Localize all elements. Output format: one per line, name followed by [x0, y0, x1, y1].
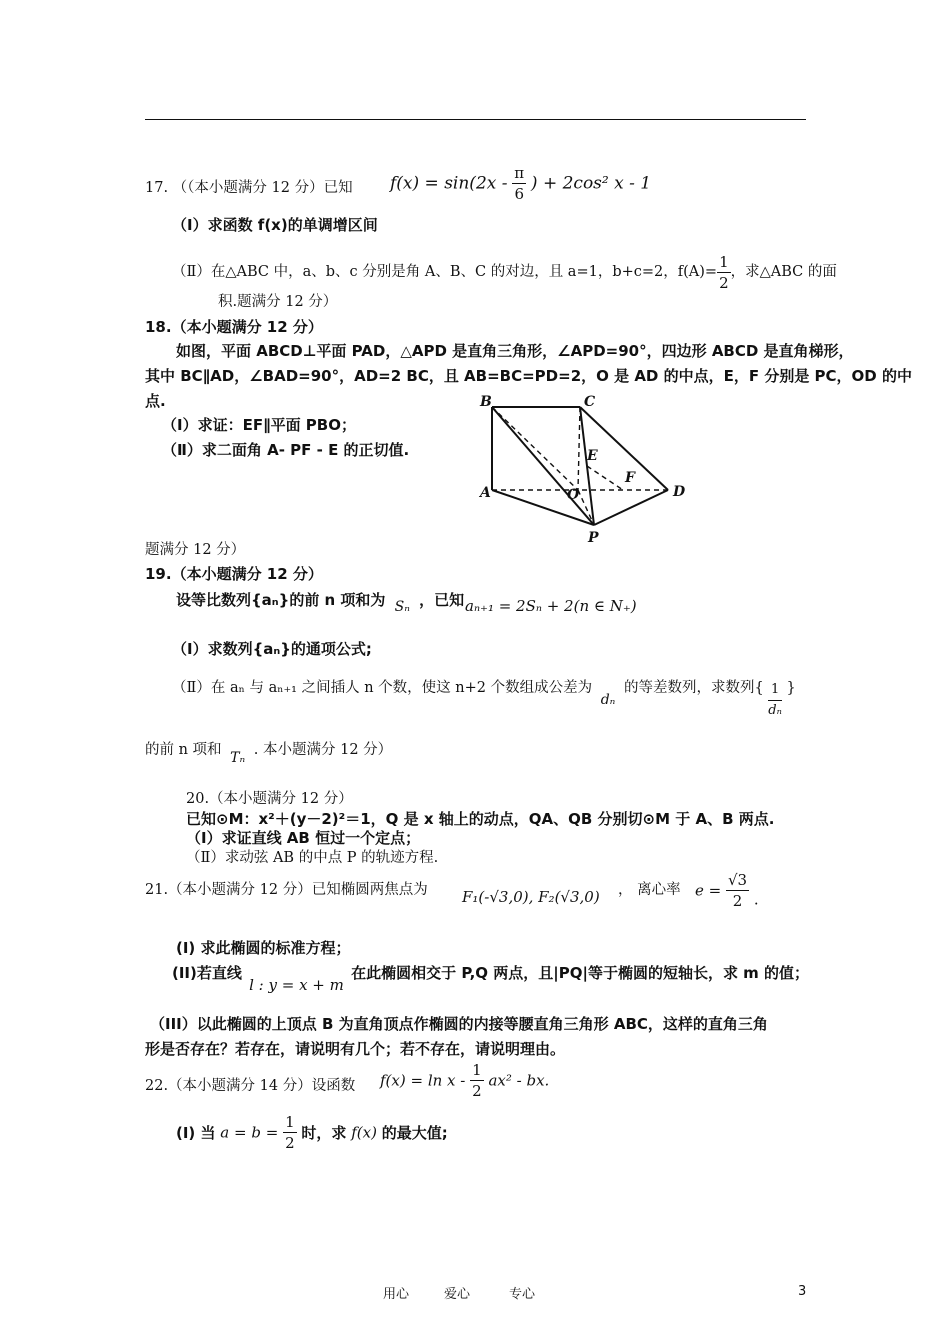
q19-line3: 的前 n 项和 Tₙ . 本小题满分 12 分）: [145, 742, 393, 766]
edge-ef: [587, 466, 623, 490]
footer-word-3: 专心: [509, 1287, 536, 1302]
q21-intro: 21.（本小题满分 12 分）已知椭圆两焦点为: [145, 882, 428, 898]
q21-foci: F₁(-√3,0), F₂(√3,0): [462, 888, 600, 906]
q17-part2-cont: 积.题满分 12 分）: [218, 294, 338, 310]
label-o: O: [567, 487, 580, 503]
q22-formula: f(x) = ln x - $\frac{1}{2}$ ax² - bx.: [380, 1061, 550, 1100]
q21-part2: (II)若直线 l : y = x + m 在此椭圆相交于 P,Q 两点，且|PQ|等于椭圆的短轴长，求 m 的值；: [172, 964, 810, 994]
label-c: C: [584, 394, 596, 410]
q19-part2: （Ⅱ）在 aₙ 与 aₙ₊₁ 之间插人 n 个数，使这 n+2 个数组成公差为 dₙ 的等差数列，求数列{ $\frac{1}{\text{dₙ}}$ }: [172, 680, 796, 718]
q18-line3: 点.: [145, 392, 166, 410]
edge-bo: [492, 407, 578, 490]
edge-co: [578, 407, 580, 490]
q18-line2: 其中 BC∥AD，∠BAD=90°，AD=2 BC，且 AB=BC=PD=2，O 是 AD 的中点，E，F 分别是 PC，OD 的中: [145, 367, 912, 385]
q18-tail: 题满分 12 分）: [145, 542, 246, 558]
q20-title: 20.（本小题满分 12 分）: [186, 791, 353, 807]
q17-part1: （Ⅰ）求函数 f(x)的单调增区间: [172, 216, 378, 234]
q19-recurrence: aₙ₊₁ = 2Sₙ + 2(n ∈ N₊): [465, 597, 637, 615]
q18-title: 18.（本小题满分 12 分）: [145, 318, 323, 336]
q19-title: 19.（本小题满分 12 分）: [145, 565, 323, 583]
q22-intro: 22.（本小题满分 14 分）设函数: [145, 1078, 356, 1094]
q17-part2: （Ⅱ）在△ABC 中，a、b、c 分别是角 A、B、C 的对边，且 a=1，b+c=2，f(A)= $\frac{1}{2}$ ，求△ABC 的面: [172, 253, 837, 292]
q18-figure: [470, 390, 700, 550]
q20-line1: 已知⊙M：x²＋(y－2)²＝1，Q 是 x 轴上的动点，QA、QB 分别切⊙M 于 A、B 两点.: [186, 810, 775, 828]
q19-line1: 设等比数列{aₙ}的前 n 项和为 Sₙ ，已知: [176, 591, 465, 615]
q21-part3-line1: （III）以此椭圆的上顶点 B 为直角顶点作椭圆的内接等腰直角三角形 ABC，这样的直角三角: [150, 1015, 768, 1033]
q17-formula: f(x) = sin(2x - $\frac{\pi}{6}$ ) + 2cos² x - 1: [390, 164, 652, 203]
label-b: B: [480, 394, 492, 410]
q21-ecc: e = $\frac{√3}{2}$ .: [695, 871, 759, 910]
page-number: 3: [798, 1284, 807, 1299]
label-a: A: [480, 485, 491, 501]
q19-part1: （Ⅰ）求数列{aₙ}的通项公式;: [172, 640, 372, 658]
q18-line1: 如图，平面 ABCD⊥平面 PAD，△APD 是直角三角形，∠APD=90°，四边形 ABCD 是直角梯形，: [176, 342, 854, 360]
header-rule: [145, 119, 806, 120]
q20-part2: （Ⅱ）求动弦 AB 的中点 P 的轨迹方程.: [186, 850, 439, 866]
q18-part2: （Ⅱ）求二面角 A- PF - E 的正切值.: [162, 441, 410, 459]
edge-pd: [594, 490, 668, 525]
q22-part1: (I) 当 a = b = $\frac{1}{2}$ 时，求 f(x) 的最大值;: [176, 1113, 448, 1152]
label-e: E: [587, 448, 598, 464]
footer-word-1: 用心: [383, 1287, 410, 1302]
q17-intro: 17. （（本小题满分 12 分）已知: [145, 180, 353, 196]
q21-ecc-label: ， 离心率: [618, 882, 681, 898]
q18-part1: （Ⅰ）求证：EF∥平面 PBO；: [162, 416, 356, 434]
label-f: F: [625, 470, 635, 486]
q21-part3-line2: 形是否存在？若存在，请说明有几个；若不存在，请说明理由。: [145, 1040, 566, 1058]
footer-word-2: 爱心: [444, 1287, 471, 1302]
q20-part1: （Ⅰ）求证直线 AB 恒过一个定点；: [186, 829, 421, 847]
label-d: D: [673, 484, 686, 500]
label-p: P: [588, 530, 599, 546]
q21-part1: (I) 求此椭圆的标准方程；: [176, 939, 351, 957]
